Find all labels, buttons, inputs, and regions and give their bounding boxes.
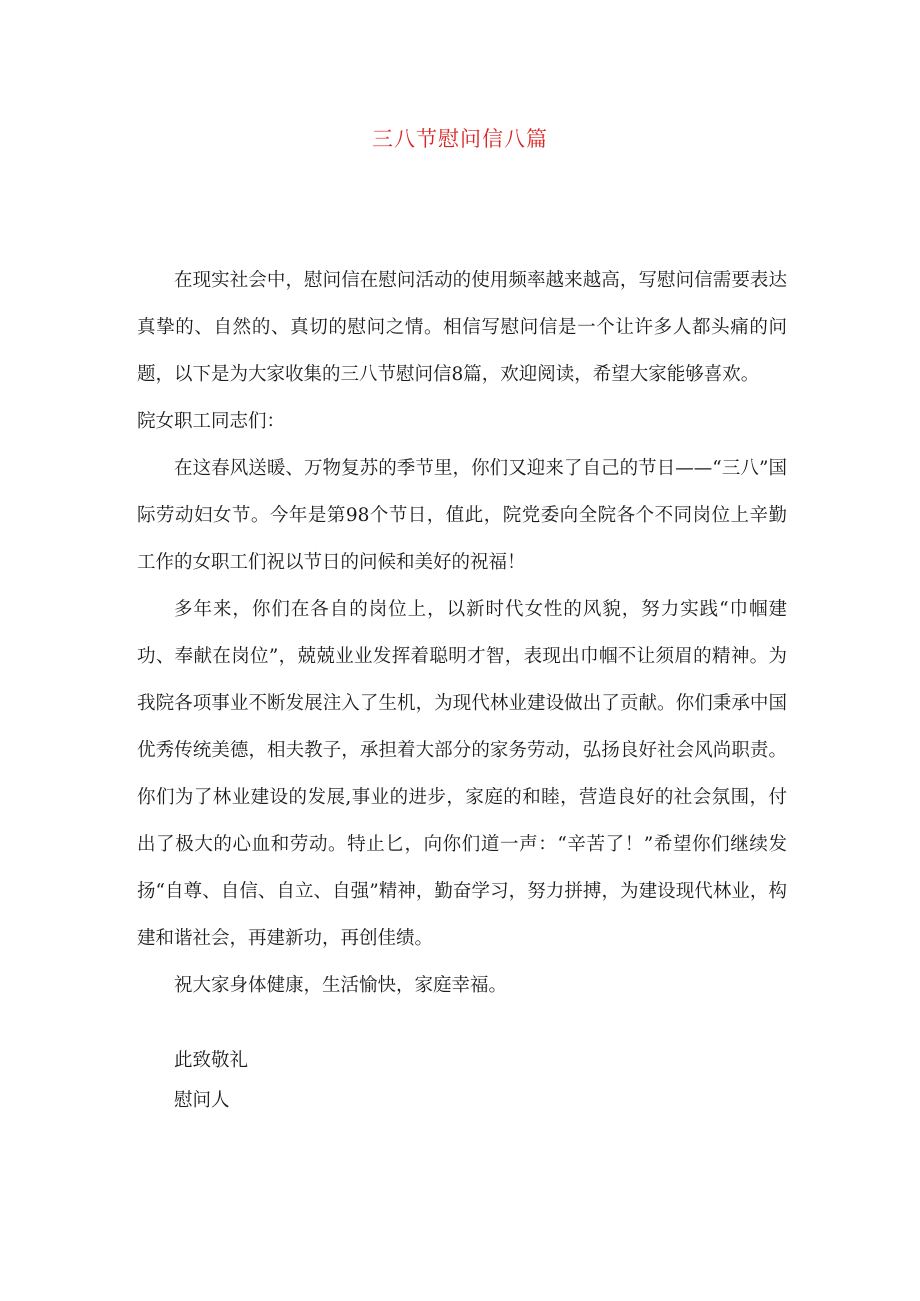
body-paragraph-3: 祝大家身体健康，生活愉快，家庭幸福。 xyxy=(174,975,508,996)
closing-line: 此致敬礼 xyxy=(174,1050,249,1071)
document-title: 三八节慰问信八篇 xyxy=(372,127,548,151)
intro-paragraph: 在现实社会中，慰问信在慰问活动的使用频率越来越高，写慰问信需要表达真挚的、自然的、真切的慰问之情。相信写慰问信是一个让许多人都头痛的问题，以下是为大家收集的三八节慰问信8篇，欢迎阅读，希望大家能够喜欢。 xyxy=(137,270,787,385)
document-body xyxy=(137,257,787,1121)
body-paragraph-1: 在这春风送暖、万物复苏的季节里，你们又迎来了自己的节日——“三八”国际劳动妇女节。今年是第98个节日，值此，院党委向全院各个不同岗位上辛勤工作的女职工们祝以节日的问候和美好的祝福！ xyxy=(137,458,787,573)
spacer xyxy=(137,1009,787,1041)
body-paragraph-2: 多年来，你们在各自的岗位上，以新时代女性的风貌，努力实践“巾帼建功、奉献在岗位”，兢兢业业发挥着聪明才智，表现出巾帼不让须眉的精神。为我院各项事业不断发展注入了生机，为现代林业建设做出了贡献。你们秉承中国优秀传统美德，相夫教子，承担着大部分的家务劳动，弘扬良好社会风尚职责。你们为了林业建设的发展,事业的进步，家庭的和睦，营造良好的社会氛围，付出了极大的心血和劳动。特止匕，向你们道一声：“辛苦了！”希望你们继续发扬“自尊、自信、自立、自强”精神，勤奋学习，努力拼搏，为建设现代林业，构建和谐社会，再建新功，再创佳绩。 xyxy=(137,599,787,949)
signature-line: 慰问人 xyxy=(174,1090,230,1111)
salutation: 院女职工同志们： xyxy=(137,411,286,432)
